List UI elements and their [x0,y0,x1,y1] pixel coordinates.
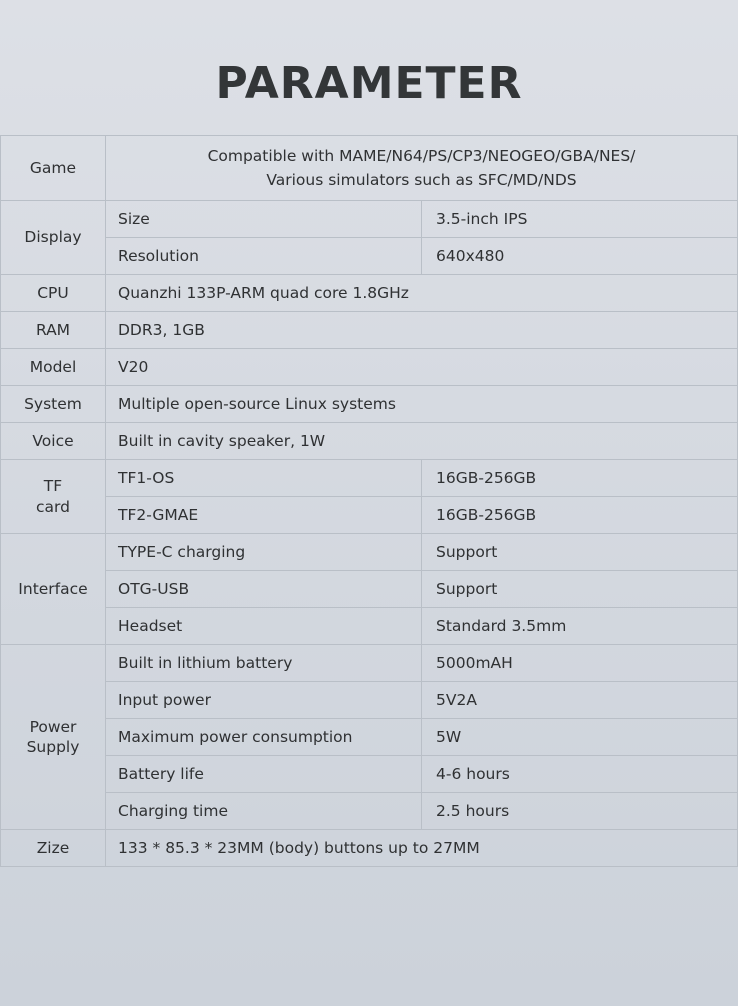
table-row [1,534,738,571]
row-value-max-power-consumption: 5W [422,719,738,756]
row-label-display: Display [1,201,106,275]
table-row [1,793,738,830]
row-label-size: Zize [1,830,106,867]
row-value-tf1-os: 16GB-256GB [422,460,738,497]
table-row [1,136,738,201]
game-text-line-2: Various simulators such as SFC/MD/NDS [266,171,577,190]
row-value-display-size: 3.5-inch IPS [422,201,738,238]
table-row [1,830,738,867]
table-row [1,201,738,238]
row-item-max-power-consumption: Maximum power consumption [106,719,422,756]
row-item-battery-life: Battery life [106,756,422,793]
row-value-ram: DDR3, 1GB [106,312,738,349]
row-value-lithium-battery: 5000mAH [422,645,738,682]
row-value-otg-usb: Support [422,571,738,608]
row-item-charging-time: Charging time [106,793,422,830]
row-item-display-size: Size [106,201,422,238]
table-row [1,386,738,423]
table-row [1,645,738,682]
row-value-system: Multiple open-source Linux systems [106,386,738,423]
power-label-line-1: Power [29,717,77,736]
tf-label-line-2: card [36,497,70,516]
row-label-game: Game [1,136,106,201]
row-label-tf-card [1,460,106,534]
row-item-typec-charging: TYPE-C charging [106,534,422,571]
table-row [1,682,738,719]
row-value-headset: Standard 3.5mm [422,608,738,645]
row-value-tf2-gmae: 16GB-256GB [422,497,738,534]
row-label-ram: RAM [1,312,106,349]
row-value-input-power: 5V2A [422,682,738,719]
row-label-power-supply [1,645,106,830]
table-row [1,238,738,275]
table-row [1,423,738,460]
row-item-input-power: Input power [106,682,422,719]
row-label-voice: Voice [1,423,106,460]
table-row [1,608,738,645]
tf-label-line-1: TF [43,477,63,496]
row-value-size: 133 * 85.3 * 23MM (body) buttons up to 27MM [106,830,738,867]
table-row [1,349,738,386]
row-item-display-resolution: Resolution [106,238,422,275]
row-value-model: V20 [106,349,738,386]
row-value-charging-time: 2.5 hours [422,793,738,830]
table-row [1,571,738,608]
row-value-display-resolution: 640x480 [422,238,738,275]
row-item-headset: Headset [106,608,422,645]
table-row [1,460,738,497]
row-label-interface: Interface [1,534,106,645]
row-value-cpu: Quanzhi 133P-ARM quad core 1.8GHz [106,275,738,312]
row-label-model: Model [1,349,106,386]
power-label-line-2: Supply [26,738,80,757]
row-value-voice: Built in cavity speaker, 1W [106,423,738,460]
row-item-lithium-battery: Built in lithium battery [106,645,422,682]
page-title: PARAMETER [215,58,523,109]
table-row [1,497,738,534]
table-row [1,756,738,793]
row-label-system: System [1,386,106,423]
row-item-otg-usb: OTG-USB [106,571,422,608]
row-value-battery-life: 4-6 hours [422,756,738,793]
row-item-tf2-gmae: TF2-GMAE [106,497,422,534]
row-value-game [106,136,738,201]
game-text-line-1: Compatible with MAME/N64/PS/CP3/NEOGEO/GBA/NES/ [207,147,636,165]
specification-table [0,135,738,867]
row-label-cpu: CPU [1,275,106,312]
row-item-tf1-os: TF1-OS [106,460,422,497]
row-value-typec-charging: Support [422,534,738,571]
table-row [1,275,738,312]
table-row [1,719,738,756]
table-row [1,312,738,349]
